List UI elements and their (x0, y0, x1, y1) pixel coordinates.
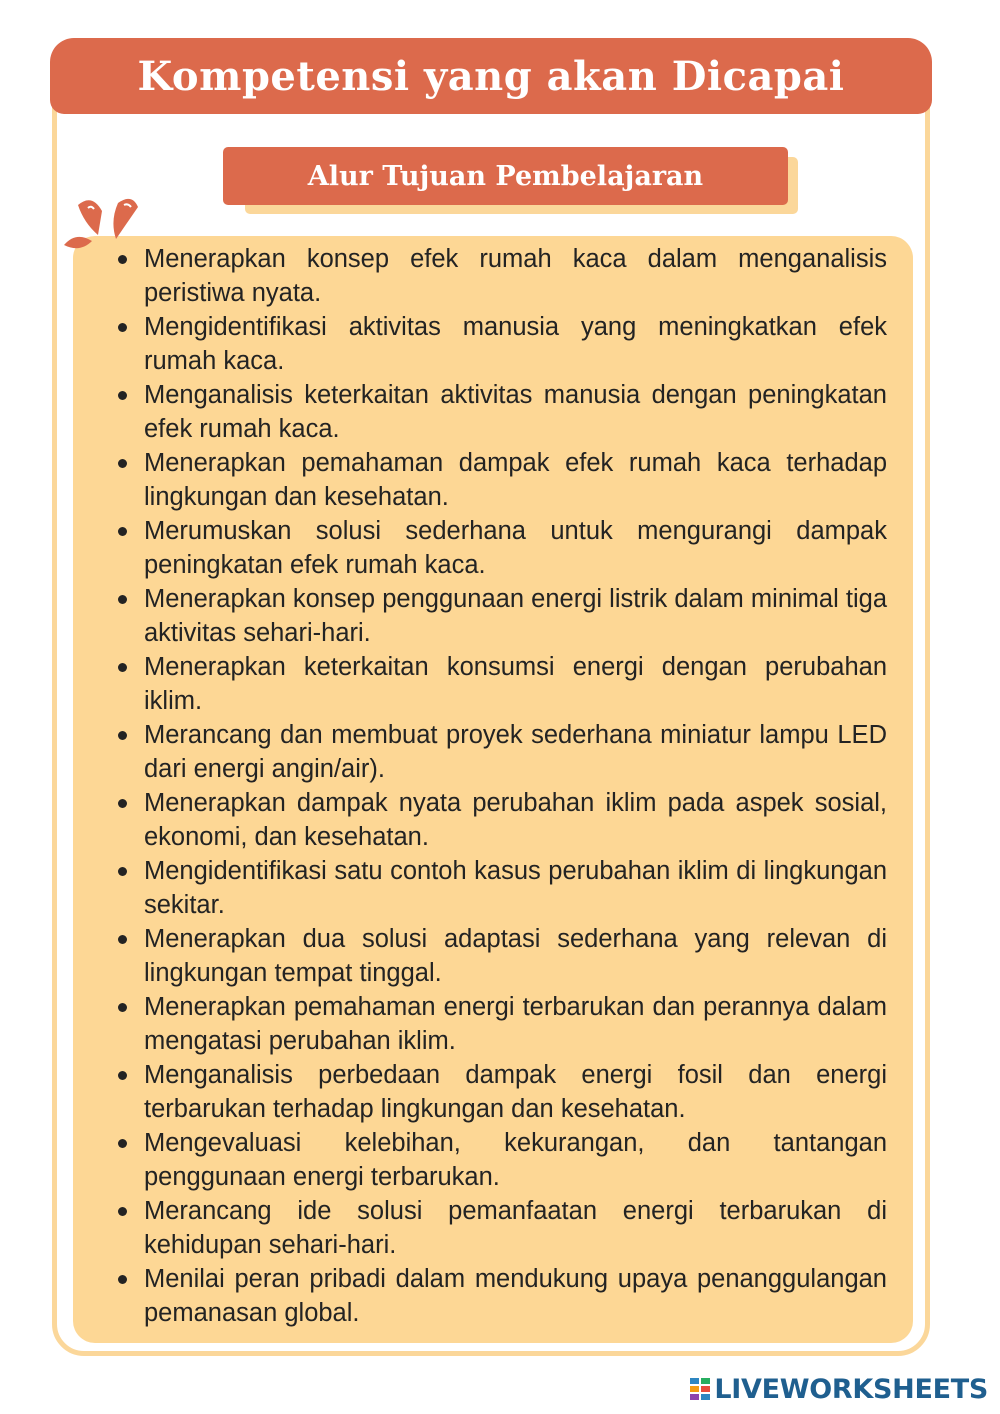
liveworksheets-logo-icon (690, 1378, 710, 1400)
list-item: Merancang ide solusi pemanfaatan energi terbarukan di kehidupan sehari-hari. (117, 1194, 887, 1262)
list-item: Menerapkan pemahaman dampak efek rumah kaca terhadap lingkungan dan kesehatan. (117, 446, 887, 514)
list-item: Menilai peran pribadi dalam mendukung upaya penanggulangan pemanasan global. (117, 1262, 887, 1330)
liveworksheets-watermark (690, 1372, 988, 1406)
list-item: Merumuskan solusi sederhana untuk mengurangi dampak peningkatan efek rumah kaca. (117, 514, 887, 582)
list-item: Menganalisis perbedaan dampak energi fosil dan energi terbarukan terhadap lingkungan dan kesehatan. (117, 1058, 887, 1126)
list-item: Menganalisis keterkaitan aktivitas manusia dengan peningkatan efek rumah kaca. (117, 378, 887, 446)
list-item: Mengidentifikasi satu contoh kasus perubahan iklim di lingkungan sekitar. (117, 854, 887, 922)
page-title: Kompetensi yang akan Dicapai (137, 52, 845, 100)
section-subtitle: Alur Tujuan Pembelajaran (307, 160, 704, 192)
list-item: Menerapkan dampak nyata perubahan iklim pada aspek sosial, ekonomi, dan kesehatan. (117, 786, 887, 854)
list-item: Menerapkan pemahaman energi terbarukan dan perannya dalam mengatasi perubahan iklim. (117, 990, 887, 1058)
list-item: Mengidentifikasi aktivitas manusia yang meningkatkan efek rumah kaca. (117, 310, 887, 378)
brand-name: LIVEWORKSHEETS (714, 1373, 988, 1405)
list-item: Menerapkan dua solusi adaptasi sederhana yang relevan di lingkungan tempat tinggal. (117, 922, 887, 990)
list-item: Mengevaluasi kelebihan, kekurangan, dan tantangan penggunaan energi terbarukan. (117, 1126, 887, 1194)
list-item: Menerapkan keterkaitan konsumsi energi dengan perubahan iklim. (117, 650, 887, 718)
list-item: Menerapkan konsep penggunaan energi listrik dalam minimal tiga aktivitas sehari-hari. (117, 582, 887, 650)
list-item: Menerapkan konsep efek rumah kaca dalam menganalisis peristiwa nyata. (117, 242, 887, 310)
subtitle-banner (223, 147, 788, 205)
list-item: Merancang dan membuat proyek sederhana miniatur lampu LED dari energi angin/air). (117, 718, 887, 786)
learning-goals-list (117, 242, 887, 1330)
title-banner (50, 38, 932, 114)
